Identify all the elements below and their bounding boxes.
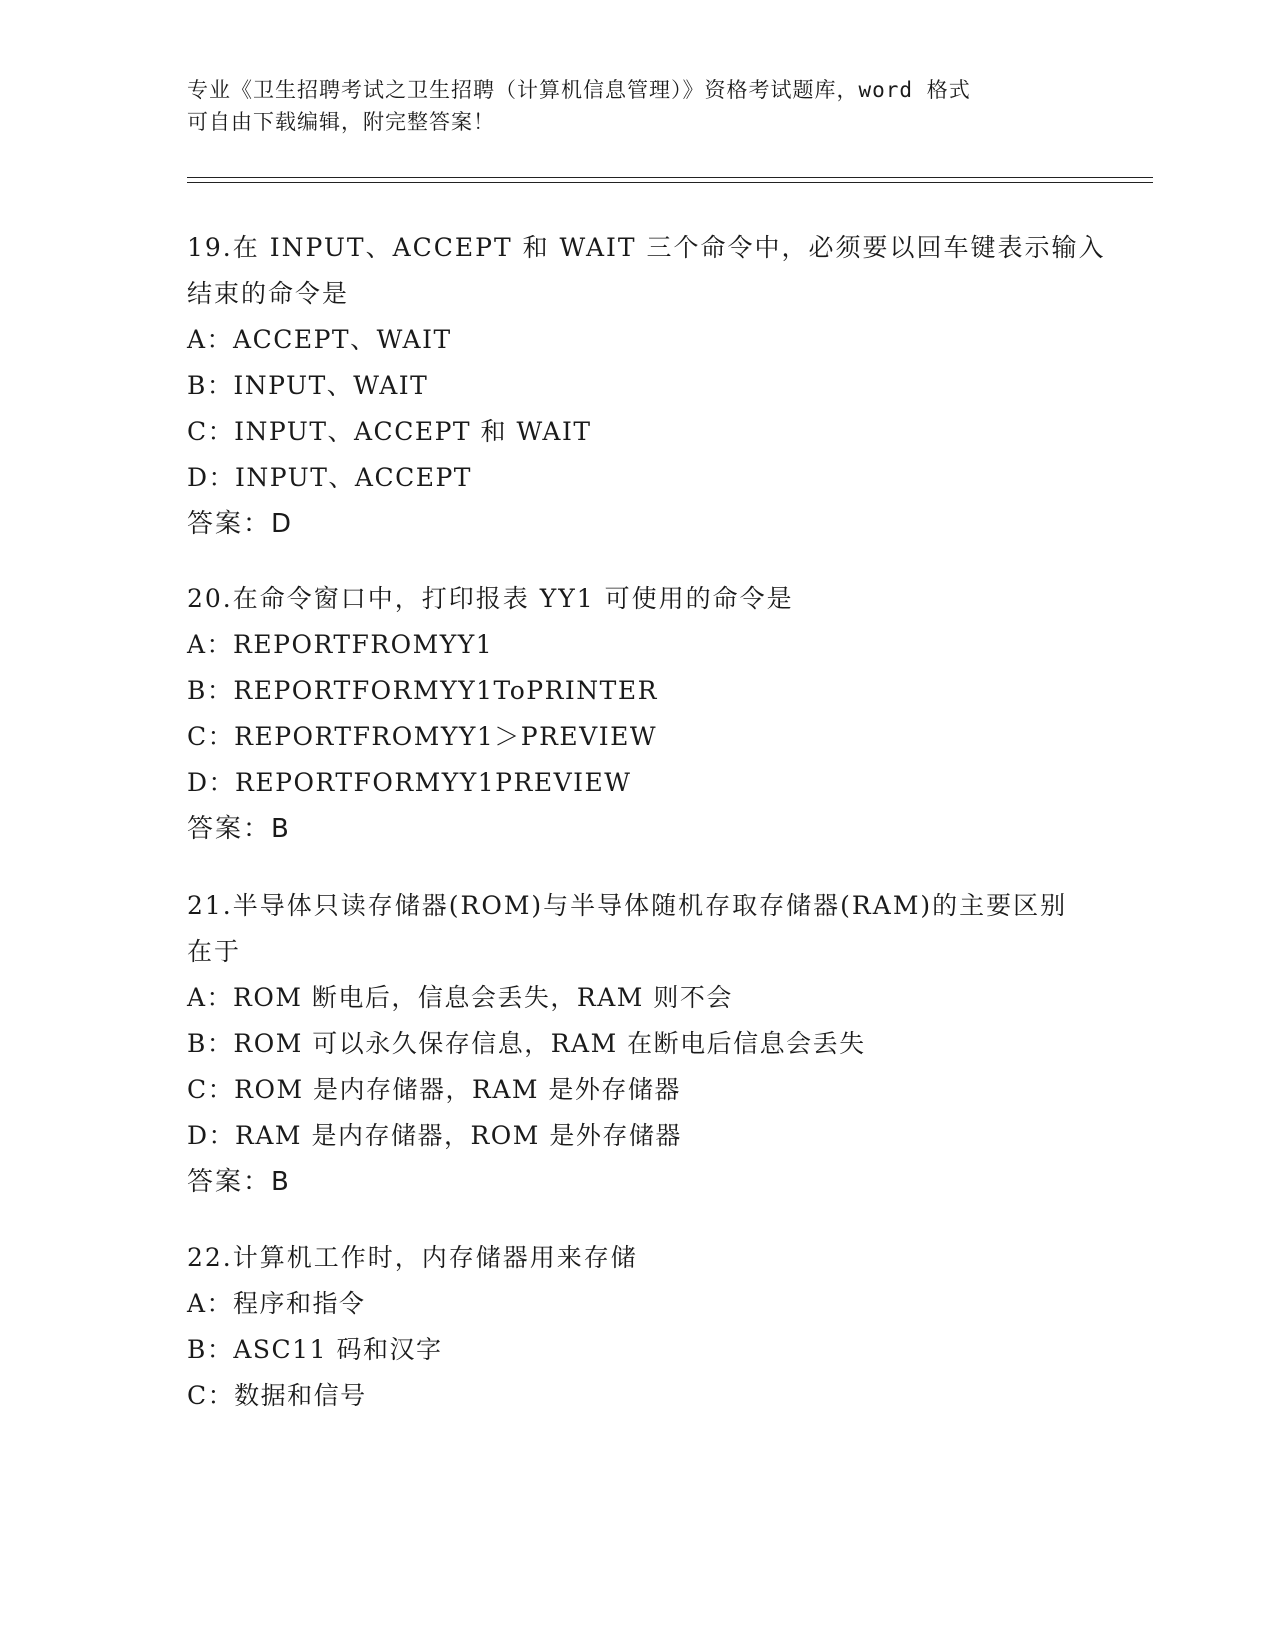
question-stem [187, 883, 1087, 975]
question-stem-line: 20.在命令窗口中，打印报表 YY1 可使用的命令是 [187, 584, 794, 613]
question-22 [187, 1235, 1087, 1419]
question-stem-line: 结束的命令是 [187, 279, 350, 308]
question-20 [187, 576, 1087, 852]
option-a: A：ROM 断电后，信息会丢失，RAM 则不会 [187, 983, 733, 1012]
option-c: C：INPUT、ACCEPT 和 WAIT [187, 417, 592, 446]
option-c: C：ROM 是内存储器，RAM 是外存储器 [187, 1075, 681, 1104]
question-stem [187, 576, 1087, 622]
option-d: D：REPORTFORMYY1PREVIEW [187, 768, 632, 797]
option-b: B：REPORTFORMYY1ToPRINTER [187, 676, 658, 705]
answer: 答案：B [187, 1167, 291, 1197]
option-b: B：ROM 可以永久保存信息，RAM 在断电后信息会丢失 [187, 1029, 866, 1058]
document-header [187, 74, 1087, 138]
question-stem-line: 22.计算机工作时，内存储器用来存储 [187, 1243, 638, 1272]
option-a: A：ACCEPT、WAIT [187, 325, 452, 354]
question-stem-line: 在于 [187, 937, 242, 966]
header-line-1: 专业《卫生招聘考试之卫生招聘（计算机信息管理）》资格考试题库，word 格式 [187, 78, 971, 102]
option-b: B：INPUT、WAIT [187, 371, 429, 400]
question-stem [187, 225, 1106, 317]
answer: 答案：D [187, 509, 294, 539]
header-line-2: 可自由下载编辑，附完整答案！ [187, 110, 495, 134]
header-divider-top [187, 177, 1153, 178]
question-stem-line: 19.在 INPUT、ACCEPT 和 WAIT 三个命令中，必须要以回车键表示输入 [187, 233, 1106, 262]
option-d: D：RAM 是内存储器，ROM 是外存储器 [187, 1121, 682, 1150]
header-divider-bottom [187, 182, 1153, 183]
option-b: B：ASC11 码和汉字 [187, 1335, 443, 1364]
option-c: C：REPORTFROMYY1＞PREVIEW [187, 722, 658, 751]
question-21 [187, 883, 1087, 1205]
question-stem-line: 21.半导体只读存储器(ROM)与半导体随机存取存储器(RAM)的主要区别 [187, 891, 1068, 920]
question-stem [187, 1235, 1087, 1281]
option-d: D：INPUT、ACCEPT [187, 463, 472, 492]
option-a: A：程序和指令 [187, 1289, 366, 1318]
option-a: A：REPORTFROMYY1 [187, 630, 494, 659]
question-19 [187, 225, 1106, 547]
option-c: C：数据和信号 [187, 1381, 367, 1410]
answer: 答案：B [187, 814, 291, 844]
